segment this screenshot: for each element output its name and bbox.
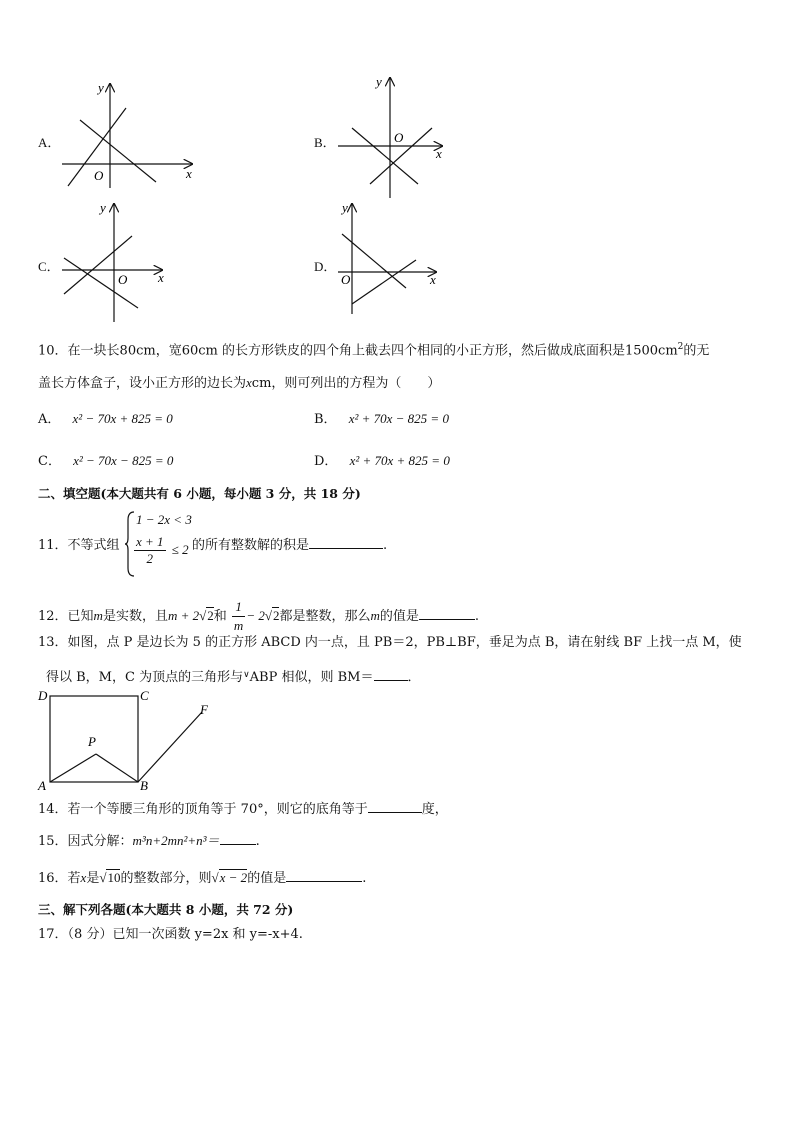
x-axis-label: x xyxy=(186,166,192,181)
q11-ineq2 xyxy=(134,534,189,567)
q13-text-a: 得以 B，M，C 为顶点的三角形与 xyxy=(46,670,244,685)
q16-sqrt2: x − 2 xyxy=(219,870,248,885)
q12-expr2: − 2 xyxy=(246,608,265,623)
q13-line1: 13．如图，点 P 是边长为 5 的正方形 ABCD 内一点，且 PB＝2，PB⊥BF，垂足为点 B，请在射线 BF 上找一点 M，使 xyxy=(38,635,742,650)
sqrt-icon: √ xyxy=(264,608,272,623)
x-axis-label: x xyxy=(158,270,164,285)
q10-text-d: cm，则可列出的方程为（ ） xyxy=(251,376,441,391)
q12-prefix: 12．已知 xyxy=(38,609,94,624)
q11-suffix-line xyxy=(192,537,387,555)
q13-line2 xyxy=(46,666,421,687)
q16-x: x xyxy=(80,870,87,885)
q10-option-c xyxy=(38,452,173,471)
q10-text-c: 盖长方体盒子，设小正方形的边长为 xyxy=(38,376,247,391)
q10-option-d xyxy=(314,452,450,471)
q16-end: . xyxy=(362,871,367,886)
vertex-d-label: D xyxy=(38,688,48,703)
q14-suffix: 度， xyxy=(421,802,448,817)
q10-line1 xyxy=(38,338,709,360)
origin-label: O xyxy=(341,272,351,287)
option-c-letter: C． xyxy=(38,259,60,274)
vertex-c-label: C xyxy=(140,688,149,703)
point-f-label: F xyxy=(200,702,208,717)
q16-answer-blank[interactable] xyxy=(286,881,362,882)
origin-label: O xyxy=(94,168,104,183)
q15-prefix: 15．因式分解： xyxy=(38,834,133,849)
q10-option-b xyxy=(314,410,449,429)
q16-text3: 的值是 xyxy=(247,871,287,886)
x-axis-label: x xyxy=(436,146,442,161)
graph-option-a xyxy=(58,78,208,190)
q12-m2: m xyxy=(370,608,380,623)
q13-figure xyxy=(34,686,224,798)
q16-text2: 的整数部分，则 xyxy=(120,871,212,886)
q11-end: . xyxy=(383,538,388,553)
q11-ineq2-rest: ≤ 2 xyxy=(171,542,189,557)
q12-m1: m xyxy=(93,608,103,623)
q12-sqrt2: 2 xyxy=(272,608,280,623)
q12-expr1: m + 2 xyxy=(167,608,200,623)
q14-line xyxy=(38,801,448,819)
q10-line2 xyxy=(38,374,440,393)
q16-line xyxy=(38,869,366,888)
q12-frac-den: m xyxy=(233,618,244,633)
q10-sup: 2 xyxy=(677,342,684,352)
q16-sqrt1: 10 xyxy=(107,870,121,885)
q13-text-b: ABP 相似，则 BM＝ xyxy=(249,670,374,685)
q12-line xyxy=(38,598,479,635)
q12-text3: 都是整数，那么 xyxy=(279,609,371,624)
q10-opt-c-letter: C． xyxy=(38,454,61,469)
q13-answer-blank[interactable] xyxy=(374,680,408,681)
q11-fraction xyxy=(134,534,166,567)
q17-line: 17．（8 分）已知一次函数 y=2x 和 y=-x+4. xyxy=(38,927,303,942)
q12-text4: 的值是 xyxy=(379,609,419,624)
q15-line xyxy=(38,832,260,851)
q10-opt-d-letter: D． xyxy=(314,454,338,469)
q16-text1: 是 xyxy=(86,871,100,886)
q10-text-a: 10．在一块长80cm，宽60cm 的长方形铁皮的四个角上截去四个相同的小正方形，然后做成底面积是1500cm xyxy=(38,343,678,359)
q13-end: ． xyxy=(407,670,421,685)
y-axis-label: y xyxy=(376,74,382,89)
q10-option-a xyxy=(38,410,173,429)
q15-expr: m³n+2mn²+n³＝ xyxy=(132,833,220,848)
q10-var: x xyxy=(246,375,252,390)
q14-answer-blank[interactable] xyxy=(368,812,422,813)
q10-opt-d-eq: x² + 70x + 825 = 0 xyxy=(349,453,450,468)
q12-sqrt1: 2 xyxy=(207,608,214,623)
sqrt-icon: √ xyxy=(211,870,219,885)
x-axis-label: x xyxy=(430,272,436,287)
point-p-label: P xyxy=(88,734,96,749)
vertex-a-label: A xyxy=(38,778,46,793)
q11-prefix: 11．不等式组 xyxy=(38,538,120,553)
y-axis-label: y xyxy=(100,200,106,215)
origin-label: O xyxy=(394,130,404,145)
option-d-letter: D． xyxy=(314,259,337,274)
section-3-heading: 三、解下列各题(本大题共 8 小题，共 72 分) xyxy=(38,902,294,917)
graph-option-d xyxy=(334,198,446,318)
origin-label: O xyxy=(118,272,128,287)
q11-answer-blank[interactable] xyxy=(309,548,383,549)
option-b-letter: B． xyxy=(314,135,336,150)
y-axis-label: y xyxy=(342,200,348,215)
triangle-icon: ∨ xyxy=(243,670,250,680)
q11-suffix: 的所有整数解的积是 xyxy=(192,538,310,553)
q10-opt-a-eq: x² − 70x + 825 = 0 xyxy=(72,411,173,426)
vertex-b-label: B xyxy=(140,778,148,793)
option-a-letter: A． xyxy=(38,135,61,150)
q10-opt-c-eq: x² − 70x − 825 = 0 xyxy=(73,453,174,468)
q12-answer-blank[interactable] xyxy=(419,619,475,620)
sqrt-icon: √ xyxy=(199,608,207,623)
graph-option-c xyxy=(58,198,178,326)
q11-frac-den: 2 xyxy=(146,551,154,566)
q10-text-b: 的无 xyxy=(683,343,710,359)
q12-end: . xyxy=(474,609,480,624)
q15-answer-blank[interactable] xyxy=(220,844,256,845)
graph-option-b xyxy=(334,72,454,202)
q16-prefix: 16．若 xyxy=(38,871,81,886)
q10-opt-b-eq: x² + 70x − 825 = 0 xyxy=(348,411,449,426)
q12-frac-num: 1 xyxy=(232,598,245,617)
q15-end: . xyxy=(255,834,260,849)
q14-prefix: 14．若一个等腰三角形的顶角等于 70°，则它的底角等于 xyxy=(38,802,368,817)
q12-fraction xyxy=(232,598,245,635)
q12-text2: 和 xyxy=(213,609,227,624)
q11-ineq1: 1 − 2x < 3 xyxy=(136,512,192,527)
q11-frac-num: x + 1 xyxy=(136,534,164,549)
sqrt-icon: √ xyxy=(99,870,107,885)
section-2-heading: 二、填空题(本大题共有 6 小题，每小题 3 分，共 18 分) xyxy=(38,486,361,501)
q12-text1: 是实数，且 xyxy=(102,609,168,624)
q10-opt-a-letter: A． xyxy=(38,412,61,427)
y-axis-label: y xyxy=(98,80,104,95)
q10-opt-b-letter: B． xyxy=(314,412,337,427)
